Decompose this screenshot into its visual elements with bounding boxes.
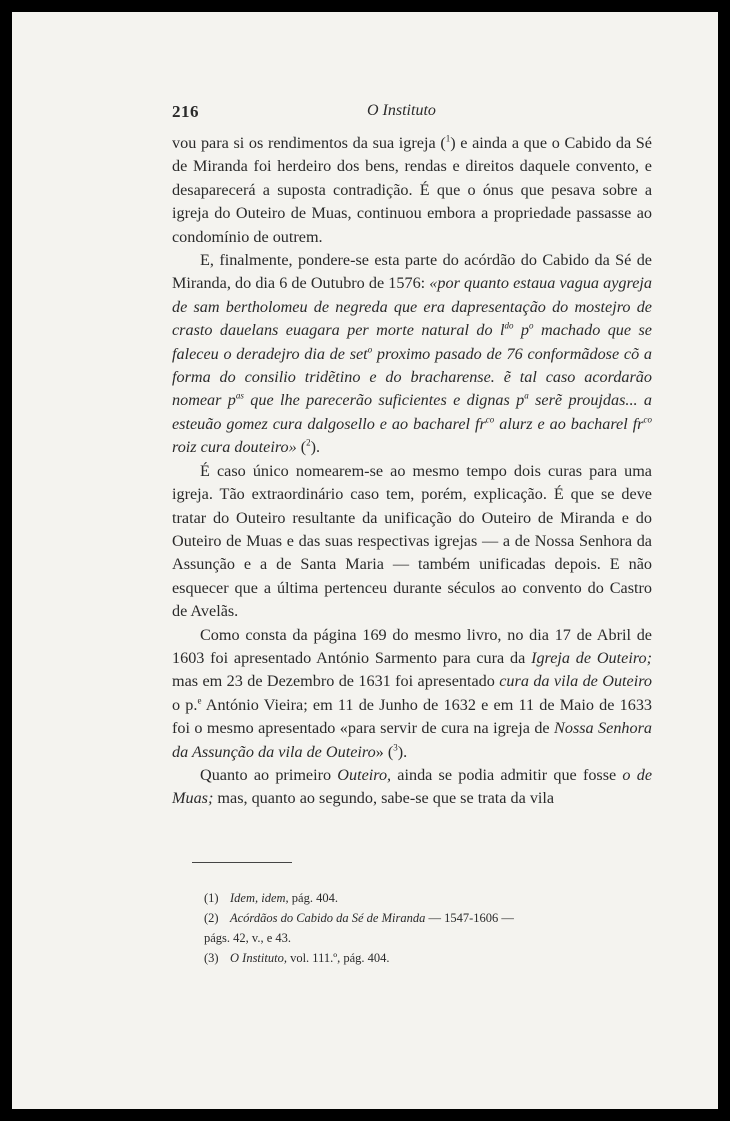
running-title: O Instituto (367, 102, 436, 119)
footnote-2-continuation: págs. 42, v., e 43. (204, 931, 292, 945)
paragraph-5: Quanto ao primeiro Outeiro, ainda se podia admitir que fosse o de Muas; mas, quanto ao segundo, sabe-se que se trata da vila (172, 765, 652, 808)
paragraph-2: E, finalmente, pondere-se esta parte do acórdão do Cabido da Sé de Miranda, do dia 6 de Outubro de 1576: «por quanto estaua vagua aygreja de sam bertholomeu de negreda que era dapresentação do mostejro de crasto dauelans euagara per morte natural do $l^{do}$ $p^o$ machado que se faleceu o deradejro dia de set$^o$ proximo pasado de 76 conformãdose cõ a forma do consilio tridẽtino e do bracharense. ẽ tal caso acordarão nomear $p^{as}$ que lhe parecerão suficientes e dignas $p^a$ serẽ proujdas... a esteuão gomez cura dalgosello e ao bacharel $fr^{co}$ alurz e ao bacharel $fr^{co}$ roiz cura douteiro» ($^2$). (172, 251, 652, 457)
footnote-ref-3: 3 (393, 742, 398, 753)
footnotes (204, 888, 644, 968)
footnote-divider (192, 862, 292, 863)
footnote-2: (2) Acórdãos do Cabido da Sé de Miranda — 1547-1606 — (204, 911, 514, 925)
footnote-ref-1: 1 (445, 133, 451, 144)
page-number: 216 (172, 102, 199, 121)
footnote-ref-2: 2 (306, 437, 311, 448)
footnote-1: (1) Idem, idem, pág. 404. (204, 891, 338, 905)
footnote-3: (3) O Instituto, vol. 111.º, pág. 404. (204, 951, 390, 965)
quotation: «por quanto estaua vagua aygreja de sam bertholomeu de negreda que era dapresentação do mostejro de crasto dauelans euagara per morte natural do $l^{do}$ $p^o$ machado que se faleceu o deradejro dia de set$^o$ proximo pasado de 76 conformãdose cõ a forma do consilio tridẽtino e do bracharense. ẽ tal caso acordarão nomear $p^{as}$ que lhe parecerão suficientes e dignas $p^a$ serẽ proujdas... a esteuão gomez cura dalgosello e ao bacharel $fr^{co}$ alurz e ao bacharel $fr^{co}$ roiz cura douteiro» (172, 274, 652, 457)
paragraph-4: Como consta da página 169 do mesmo livro, no dia 17 de Abril de 1603 foi apresentado António Sarmento para cura da Igreja de Outeiro; mas em 23 de Dezembro de 1631 foi apresentado cura da vila de Outeiro o p.$^e$ António Vieira; em 11 de Junho de 1632 e em 11 de Maio de 1633 foi o mesmo apresentado «para servir de cura na igreja de Nossa Senhora da Assunção da vila de Outeiro» ($^3$). (172, 625, 653, 761)
paragraph-3: É caso único nomearem-se ao mesmo tempo dois curas para uma igreja. Tão extraordinário caso tem, porém, explicação. É que se deve tratar do Outeiro resultante da unificação do Outeiro de Miranda e do Outeiro de Muas e das suas respectivas igrejas — a de Nossa Senhora da Assunção e a de Santa Maria — também unificadas depois. E não esquecer que a última pertenceu durante séculos ao convento do Castro de Avelãs. (172, 461, 652, 621)
paragraph-1: vou para si os rendimentos da sua igreja ($^1$) e ainda a que o Cabido da Sé de Miranda foi herdeiro dos bens, rendas e direitos daquele convento, e desaparecerá a suposta contradição. É que o ónus que pesava sobre a igreja do Outeiro de Muas, continuou embora a propriedade passasse ao condomínio de outrem. (172, 133, 652, 246)
book-page (12, 12, 718, 1109)
body-text (172, 132, 652, 811)
running-head (172, 102, 652, 128)
